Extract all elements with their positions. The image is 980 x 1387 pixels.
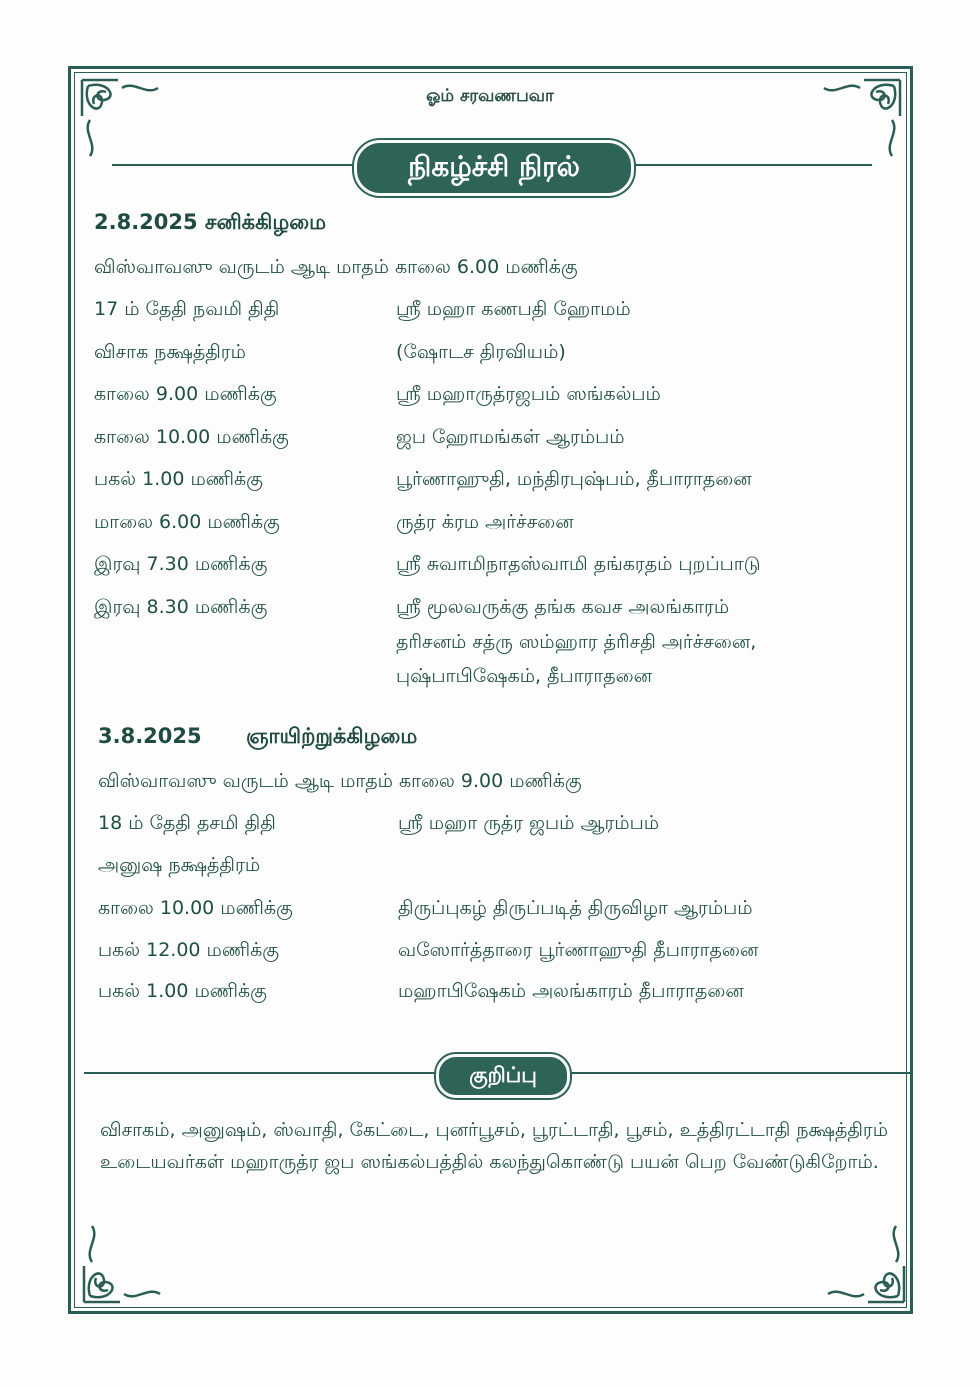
schedule-event: ஜப ஹோமங்கள் ஆரம்பம் xyxy=(396,426,625,448)
schedule-time: பகல் 12.00 மணிக்கு xyxy=(98,939,280,961)
schedule-event: ஸ்ரீ சுவாமிநாதஸ்வாமி தங்கரதம் புறப்பாடு xyxy=(396,553,761,575)
schedule-event: திருப்புகழ் திருப்படித் திருவிழா ஆரம்பம் xyxy=(398,897,753,919)
schedule-event: ஸ்ரீ மூலவருக்கு தங்க கவச அலங்காரம் xyxy=(396,596,730,618)
schedule-event: ஸ்ரீ மஹாருத்ரஜபம் ஸங்கல்பம் xyxy=(396,383,661,405)
invocation-text: ஓம் சரவணபவா xyxy=(426,86,554,106)
schedule-time: விசாக நக்ஷத்திரம் xyxy=(94,341,246,363)
schedule-event: மஹாபிஷேகம் அலங்காரம் தீபாராதனை xyxy=(398,980,744,1002)
day1-intro: விஸ்வாவஸு வருடம் ஆடி மாதம் காலை 6.00 மணிக்கு xyxy=(94,256,578,278)
schedule-event: வஸோர்த்தாரை பூர்ணாஹுதி தீபாராதனை xyxy=(398,939,759,961)
schedule-time: மாலை 6.00 மணிக்கு xyxy=(94,511,280,533)
schedule-event: ஸ்ரீ மஹா ருத்ர ஜபம் ஆரம்பம் xyxy=(398,812,660,834)
day2-intro: விஸ்வாவஸு வருடம் ஆடி மாதம் காலை 9.00 மணிக்கு xyxy=(98,770,582,792)
schedule-event-cont: புஷ்பாபிஷேகம், தீபாராதனை xyxy=(396,665,653,687)
day2-weekday: ஞாயிற்றுக்கிழமை xyxy=(246,724,418,748)
corner-ornament-icon xyxy=(818,1216,908,1306)
note-heading: குறிப்பு xyxy=(436,1054,570,1098)
schedule-time: 17 ம் தேதி நவமி திதி xyxy=(94,298,280,320)
day1-date: 2.8.2025 சனிக்கிழமை xyxy=(94,210,326,234)
schedule-time: காலை 9.00 மணிக்கு xyxy=(94,383,277,405)
schedule-time: காலை 10.00 மணிக்கு xyxy=(98,897,293,919)
corner-ornament-icon xyxy=(80,1216,170,1306)
schedule-event: (ஷோடச திரவியம்) xyxy=(396,341,566,363)
schedule-event: பூர்ணாஹுதி, மந்திரபுஷ்பம், தீபாராதனை xyxy=(396,468,752,490)
schedule-time: 18 ம் தேதி தசமி திதி xyxy=(98,812,276,834)
schedule-time: பகல் 1.00 மணிக்கு xyxy=(98,980,267,1002)
schedule-event: ஸ்ரீ மஹா கணபதி ஹோமம் xyxy=(396,298,631,320)
schedule-event: ருத்ர க்ரம அர்ச்சனை xyxy=(396,511,574,533)
schedule-time: காலை 10.00 மணிக்கு xyxy=(94,426,289,448)
note-text: விசாகம், அனுஷம், ஸ்வாதி, கேட்டை, புனர்பூசம், பூரட்டாதி, பூசம், உத்திரட்டாதி நக்ஷத்திரம் உடையவர்கள் மஹாருத்ர ஜப ஸங்கல்பத்தில் கலந்துகொண்டு பயன் பெற வேண்டுகிறோம். xyxy=(100,1119,889,1173)
page-title: நிகழ்ச்சி நிரல் xyxy=(354,140,634,196)
schedule-time: அனுஷ நக்ஷத்திரம் xyxy=(98,854,261,876)
day2-date: 3.8.2025 xyxy=(98,724,202,748)
schedule-event-cont: தரிசனம் சத்ரு ஸம்ஹார த்ரிசதி அர்ச்சனை, xyxy=(396,631,757,653)
schedule-time: இரவு 8.30 மணிக்கு xyxy=(94,596,268,618)
schedule-time: பகல் 1.00 மணிக்கு xyxy=(94,468,263,490)
schedule-time: இரவு 7.30 மணிக்கு xyxy=(94,553,268,575)
